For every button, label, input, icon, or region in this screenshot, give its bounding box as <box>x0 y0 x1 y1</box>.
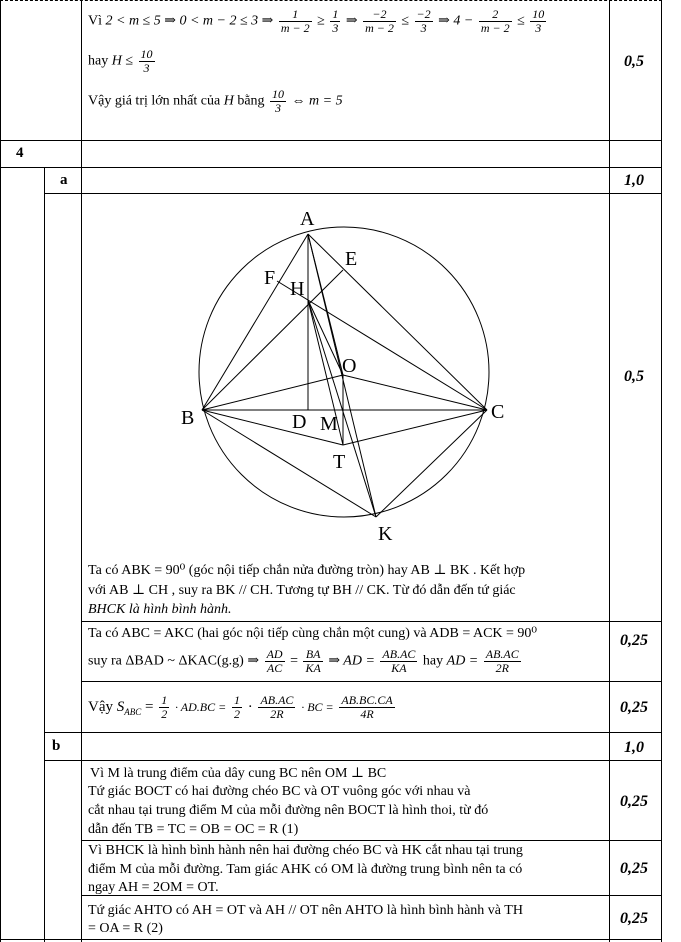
fraction <box>303 648 322 675</box>
fraction <box>265 648 285 675</box>
math-text: = <box>290 653 298 669</box>
fraction <box>339 694 394 721</box>
point-k: K <box>378 523 393 545</box>
numerator: 10 <box>140 47 153 61</box>
segment-ct <box>343 410 487 445</box>
point-o: O <box>342 355 357 377</box>
math-text: ≤ <box>401 13 410 29</box>
question-number: 4 <box>16 145 24 161</box>
grid-line <box>661 0 662 942</box>
math-text: = <box>145 698 154 715</box>
part-a-para3-score: 0,25 <box>620 699 648 716</box>
point-e: E <box>345 248 358 270</box>
math-text: ⇒ 4 − <box>438 13 474 29</box>
segment-hk <box>308 300 376 517</box>
point-d: D <box>292 411 307 433</box>
point-f: F <box>264 267 276 289</box>
math-text: · BC = <box>301 699 334 714</box>
part-b-score: 1,0 <box>624 739 644 756</box>
segment-ao <box>308 234 343 375</box>
fraction <box>159 694 169 721</box>
part-a-label: a <box>60 172 68 188</box>
part-a-para3 <box>88 694 397 721</box>
part-b-block1-score: 0,25 <box>620 793 648 810</box>
text-line: ngay AH = 2OM = OT. <box>88 880 219 895</box>
grid-line <box>609 0 610 942</box>
numerator: 1 <box>161 693 168 707</box>
text-line: Ta có ABK = 90⁰ (góc nội tiếp chắn nửa đường tròn) hay AB ⊥ BK . Kết hợp <box>88 563 526 578</box>
math-text: · AD.BC = <box>174 699 227 714</box>
denominator: 3 <box>275 101 282 115</box>
text-line: Vì BHCK là hình bình hành nên hai đường chéo BC và HK cắt nhau tại trung <box>88 843 523 858</box>
numerator: 2 <box>479 8 512 22</box>
denominator: 4R <box>360 707 374 721</box>
denominator: 3 <box>420 21 427 35</box>
text-line: Tứ giác AHTO có AH = OT và AH // OT nên AHTO là hình bình hành và TH <box>88 903 523 918</box>
denominator: 2R <box>495 661 509 675</box>
point-t: T <box>333 451 346 473</box>
text: Vậy <box>88 698 113 715</box>
segment-co <box>343 375 487 410</box>
numerator: 10 <box>272 87 285 101</box>
text-line: cắt nhau tại trung điểm M của mỗi đường nên BOCT là hình thoi, từ đó <box>88 803 489 818</box>
numerator: 1 <box>279 8 312 22</box>
row3-score: 0,5 <box>624 53 644 70</box>
text-line <box>88 648 523 675</box>
grid-line <box>81 840 662 841</box>
math-text: H <box>223 93 234 109</box>
segment-ab <box>202 234 308 410</box>
denominator: KA <box>391 661 407 675</box>
math-text: ⇒ AD = <box>328 653 375 669</box>
point-a: A <box>300 208 315 230</box>
text-line: Tứ giác BOCT có hai đường chéo BC và OT vuông góc với nhau và <box>88 784 471 799</box>
numerator: AB.BC.CA <box>341 693 393 707</box>
row3-line3 <box>88 88 343 115</box>
math-text: ⇒ <box>345 13 358 29</box>
part-a-score: 1,0 <box>624 172 644 189</box>
text-line: = OA = R (2) <box>88 921 163 936</box>
denominator: 3 <box>535 21 542 35</box>
numerator: AB.AC <box>260 693 294 707</box>
grid-line <box>0 939 662 940</box>
text: bằng <box>237 93 265 109</box>
part-b-block2-score: 0,25 <box>620 860 648 877</box>
fraction <box>330 8 340 35</box>
text: hay <box>422 653 444 669</box>
segment-ck <box>376 410 487 517</box>
part-b-block3-score: 0,25 <box>620 910 648 927</box>
figure-score: 0,5 <box>624 368 644 385</box>
numerator: 1 <box>332 7 339 21</box>
denominator: 2 <box>233 707 240 721</box>
denominator: KA <box>305 661 321 675</box>
denominator: m − 2 <box>365 21 394 35</box>
text-line: với AB ⊥ CH , suy ra BK // CH. Tương tự BH // CK. Từ đó dẫn đến tứ giác <box>88 583 516 598</box>
top-dashed-edge <box>0 0 662 1</box>
row3-line1 <box>88 8 548 35</box>
segment-bk <box>202 410 376 517</box>
text: Vậy giá trị lớn nhất của <box>88 93 221 109</box>
grid-line <box>44 193 662 194</box>
math-text: H ≤ <box>111 53 134 69</box>
row3-line2 <box>88 48 157 75</box>
fraction <box>258 694 295 721</box>
fraction <box>530 8 546 35</box>
numerator: 10 <box>532 7 545 21</box>
denominator: AC <box>266 661 283 675</box>
fraction <box>479 8 512 35</box>
segment-ac <box>308 234 487 410</box>
text: Vì <box>88 13 102 29</box>
denominator: 2 <box>161 707 168 721</box>
point-m: M <box>320 413 338 435</box>
fraction <box>139 48 155 75</box>
text: suy ra ΔBAD ~ ΔKAC(g.g) ⇒ <box>88 653 260 669</box>
text-line: Vì M là trung điểm của dây cung BC nên OM ⊥ BC <box>90 766 387 781</box>
fraction <box>270 88 286 115</box>
fraction <box>484 648 521 675</box>
segment-bo <box>202 375 343 410</box>
point-c: C <box>491 401 505 423</box>
denominator: 3 <box>143 61 150 75</box>
grid-line <box>81 0 82 942</box>
numerator: 1 <box>233 693 240 707</box>
fraction <box>232 694 242 721</box>
fraction <box>363 8 396 35</box>
grid-line <box>0 0 1 942</box>
grid-line <box>0 167 662 168</box>
part-a-para2-score: 0,25 <box>620 632 648 649</box>
numerator: AB.AC <box>382 647 416 661</box>
math-text: ⇔ m = 5 <box>291 93 343 109</box>
fraction <box>415 8 433 35</box>
math-text: 2 < m ≤ 5 ⇒ 0 < m − 2 ≤ 3 ⇒ <box>105 13 274 29</box>
math-text: AD = <box>446 653 479 669</box>
subscript: ABC <box>124 706 142 717</box>
text-line: BHCK là hình bình hành. <box>88 602 232 617</box>
denominator: 2R <box>270 707 284 721</box>
point-h: H <box>290 278 305 300</box>
grid-line <box>81 681 662 682</box>
math-text: · <box>247 698 253 715</box>
numerator: −2 <box>363 8 396 22</box>
geometry-figure <box>170 200 530 550</box>
numerator: AD <box>266 647 283 661</box>
numerator: −2 <box>416 7 431 21</box>
math-text: S <box>116 698 125 715</box>
fraction <box>279 8 312 35</box>
denominator: 3 <box>332 21 339 35</box>
grid-line <box>0 140 662 141</box>
grid-line <box>44 167 45 942</box>
math-text: ≥ <box>317 13 325 29</box>
part-b-label: b <box>52 738 61 754</box>
numerator: BA <box>303 648 322 662</box>
math-text: ≤ <box>517 13 525 29</box>
text-line: dẫn đến TB = TC = OB = OC = R (1) <box>88 822 299 837</box>
numerator: AB.AC <box>485 647 519 661</box>
grid-line <box>81 621 662 622</box>
point-b: B <box>181 407 195 429</box>
grid-line <box>81 732 662 733</box>
fraction <box>380 648 417 675</box>
denominator: m − 2 <box>280 21 310 35</box>
text: hay <box>88 53 109 69</box>
grid-line <box>44 760 662 761</box>
grid-line <box>44 732 81 733</box>
denominator: m − 2 <box>480 21 510 35</box>
text-line: Ta có ABC = AKC (hai góc nội tiếp cùng chắn một cung) và ADB = ACK = 90⁰ <box>88 626 538 641</box>
text-line: điểm M của mỗi đường. Tam giác AHK có OM là đường trung bình nên ta có <box>88 862 523 877</box>
